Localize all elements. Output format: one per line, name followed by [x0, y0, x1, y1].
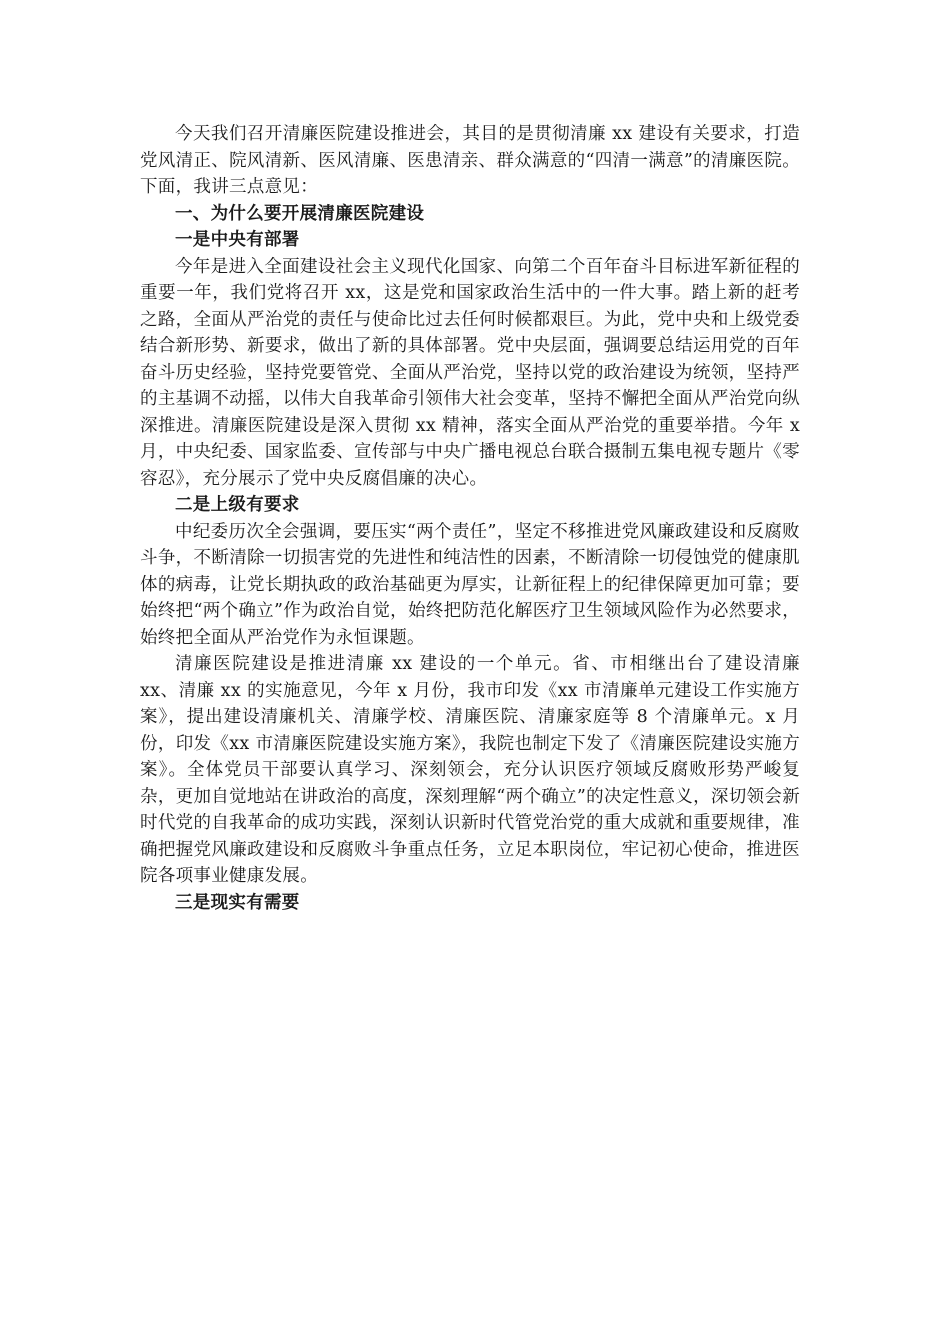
- subheading-2: 二是上级有要求: [175, 495, 300, 515]
- paragraph-central-deployment: 今年是进入全面建设社会主义现代化国家、向第二个百年奋斗目标进军新征程的重要一年，我们党将召开 xx，这是党和国家政治生活中的一件大事。踏上新的赶考之路，全面从严治党的责任与使命比过去任何时候都艰巨。为此，党中央和上级党委结合新形势、新要求，做出了新的具体部署。党中央层面，强调要总结运用党的百年奋斗历史经验，坚持党要管党、全面从严治党，坚持以党的政治建设为统领，坚持严的主基调不动摇，以伟大自我革命引领伟大社会变革，坚持不懈把全面从严治党向纵深推进。清廉医院建设是深入贯彻 xx 精神，落实全面从严治党的重要举措。今年 x 月，中央纪委、国家监委、宣传部与中央广播电视总台联合摄制五集电视专题片《零容忍》，充分展示了党中央反腐倡廉的决心。: [140, 256, 800, 489]
- paragraph-higher-requirements: 中纪委历次全会强调，要压实“两个责任”，坚定不移推进党风廉政建设和反腐败斗争，不断清除一切损害党的先进性和纯洁性的因素，不断清除一切侵蚀党的健康肌体的病毒，让党长期执政的政治基础更为厚实，让新征程上的纪律保障更加可靠；要始终把“两个确立”作为政治自觉，始终把防范化解医疗卫生领域风险作为必然要求，始终把全面从严治党作为永恒课题。: [140, 521, 800, 648]
- subheading-3: 三是现实有需要: [175, 892, 300, 913]
- intro-paragraph: 今天我们召开清廉医院建设推进会，其目的是贯彻清廉 xx 建设有关要求，打造党风清正、院风清新、医风清廉、医患清亲、群众满意的“四清一满意”的清廉医院。下面，我讲三点意见：: [140, 124, 800, 197]
- section-heading-1: 一、为什么要开展清廉医院建设: [175, 203, 425, 224]
- document-page: [140, 121, 800, 916]
- paragraph-clean-hospital-unit: 清廉医院建设是推进清廉 xx 建设的一个单元。省、市相继出台了建设清廉 xx、清廉 xx 的实施意见，今年 x 月份，我市印发《xx 市清廉单元建设工作实施方案》，提出建设清廉机关、清廉学校、清廉医院、清廉家庭等 8 个清廉单元。x 月份，印发《xx 市清廉医院建设实施方案》，我院也制定下发了《清廉医院建设实施方案》。全体党员干部要认真学习、深刻领会，充分认识医疗领域反腐败形势严峻复杂，更加自觉地站在讲政治的高度，深刻理解“两个确立”的决定性意义，深切领会新时代党的自我革命的成功实践，深刻认识新时代管党治党的重大成就和重要规律，准确把握党风廉政建设和反腐败斗争重点任务，立足本职岗位，牢记初心使命，推进医院各项事业健康发展。: [140, 654, 800, 886]
- subheading-1: 一是中央有部署: [175, 230, 300, 250]
